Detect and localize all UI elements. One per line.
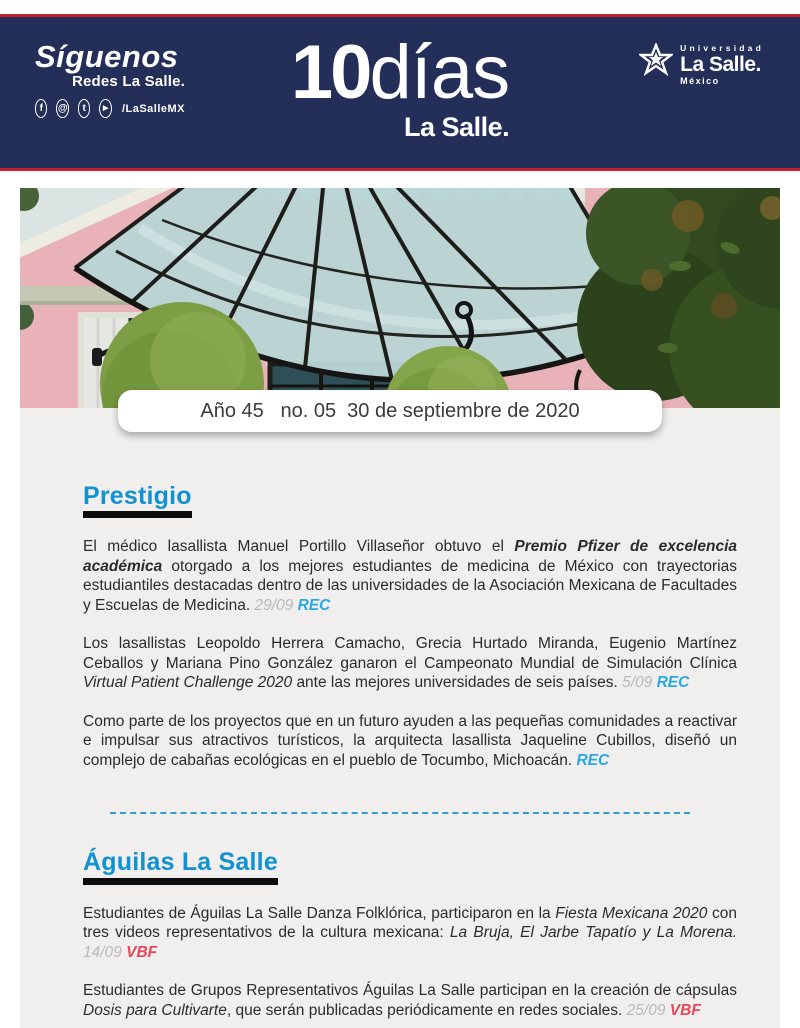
article-text: ante las mejores universidades de seis países. (296, 674, 618, 692)
logo-brand: La Salle. (404, 112, 510, 143)
follow-title: Síguenos (35, 39, 179, 74)
date-stamp: 5/09 (622, 674, 653, 692)
instagram-icon[interactable]: @ (56, 99, 68, 118)
article-text: Los lasallistas Leopoldo Herrera Camacho, Grecia Hurtado Miranda, Eugenio Martínez Ceballos y Mariana Pino González ganaron el Campeonato Mundial de Simulación Clínica (83, 635, 737, 672)
article-danza (83, 904, 737, 963)
link-rec[interactable]: REC (297, 596, 331, 614)
section-title-aguilas: Águilas La Salle (83, 849, 278, 884)
youtube-icon[interactable]: ▶ (99, 99, 111, 118)
facebook-icon[interactable]: f (35, 99, 47, 118)
univ-line1: Universidad (680, 43, 764, 53)
date-stamp: 14/09 (83, 943, 122, 961)
article-emphasis: La Bruja, El Jarbe Tapatío y La Morena. (449, 924, 737, 941)
date-stamp: 25/09 (626, 1001, 666, 1019)
hero-photo (20, 188, 780, 408)
article-emphasis: Fiesta Mexicana 2020 (555, 904, 708, 922)
content-column (20, 188, 780, 1028)
magnolia-tree (577, 188, 780, 408)
article-text: Estudiantes de Grupos Representativos Águilas La Salle participan en la creación de cápsulas (83, 982, 737, 999)
header-gap (0, 171, 800, 188)
twitter-icon[interactable]: t (78, 99, 90, 118)
social-handle[interactable]: /LaSalleMX (121, 102, 186, 115)
masthead (0, 17, 800, 168)
article-simulacion (83, 634, 737, 693)
building-illustration (20, 188, 780, 408)
link-rec[interactable]: REC (656, 674, 690, 692)
article-text: Estudiantes de Águilas La Salle Danza Folklórica, participaron en la (83, 904, 551, 922)
univ-line2: La Salle. (680, 53, 761, 76)
article-portillo (83, 537, 737, 615)
link-rec[interactable]: REC (576, 751, 610, 769)
logo-word: días (369, 30, 510, 115)
article-capsulas (83, 981, 737, 1020)
article-emphasis: Virtual Patient Challenge 2020 (83, 674, 293, 692)
article-text: , que serán publicadas periódicamente en redes sociales. (226, 1001, 623, 1019)
univ-line3: México (680, 76, 720, 86)
follow-subtitle: Redes La Salle. (71, 73, 185, 90)
top-margin (0, 0, 800, 14)
article-text: Como parte de los proyectos que en un futuro ayuden a las pequeñas comunidades a reactivar e impulsar sus atractivos turísticos, la arquitecta lasallista Jaqueline Cubillos, diseñó un complejo de cabañas ecológicas en el pueblo de Tocumbo, Michoacán. (83, 712, 737, 769)
article-text: El médico lasallista Manuel Portillo Villaseñor obtuvo el (83, 538, 504, 556)
article-text: con tres videos representativos de la cultura mexicana: (83, 904, 738, 941)
issue-banner: Año 45 no. 05 30 de septiembre de 2020 (118, 390, 662, 432)
logo-number: 10 (290, 30, 370, 115)
articles (20, 408, 780, 1020)
university-logo (639, 43, 764, 86)
section-divider (110, 812, 690, 814)
article-emphasis: Dosis para Cultivarte (83, 1001, 227, 1019)
article-emphasis: Premio Pfizer de excelencia académica (83, 538, 738, 575)
lasalle-star-icon (639, 43, 673, 77)
article-text: otorgado a los mejores estudiantes de medicina de México con trayectorias estudiantiles destacadas dentro de las universidades de la Asociación Mexicana de Facultades y Escuelas de Medicina. (83, 557, 737, 614)
date-stamp: 29/09 (254, 596, 294, 614)
link-vbf[interactable]: VBF (126, 943, 158, 961)
link-vbf[interactable]: VBF (669, 1001, 701, 1019)
article-tocumbo (83, 712, 737, 771)
section-title-prestigio: Prestigio (83, 483, 192, 518)
section-aguilas (83, 849, 737, 1020)
